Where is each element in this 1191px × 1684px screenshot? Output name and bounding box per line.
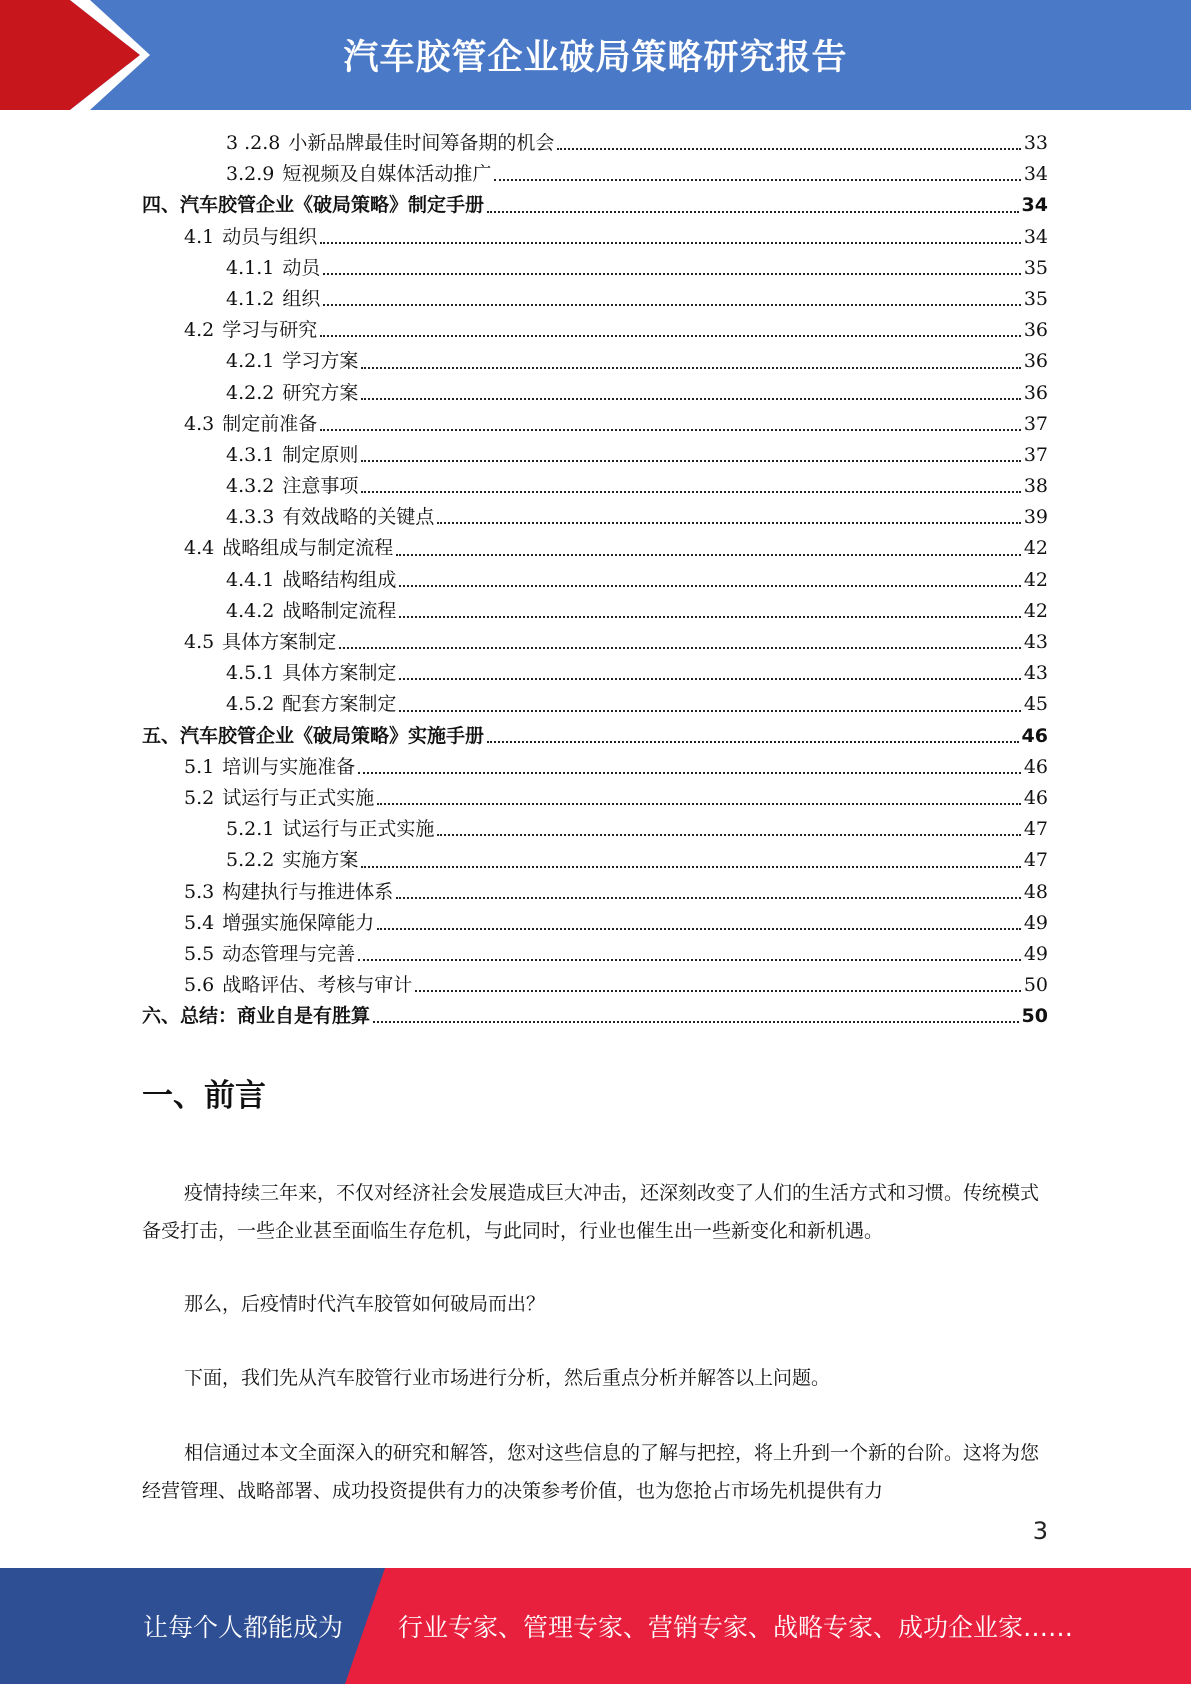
- toc-entry[interactable]: [142, 783, 1048, 814]
- toc-dot-leader: [396, 896, 1021, 899]
- toc-entry-page: 49: [1023, 942, 1048, 965]
- toc-dot-leader: [358, 958, 1021, 961]
- toc-entry[interactable]: [142, 752, 1048, 783]
- toc-entry-page: 42: [1023, 568, 1048, 591]
- toc-entry-number: 4.5.2: [226, 693, 275, 716]
- toc-entry-number: 5.2.2: [226, 849, 275, 872]
- toc-dot-leader: [320, 334, 1021, 337]
- toc-entry-title: 制定原则: [282, 443, 359, 466]
- toc-entry[interactable]: [142, 908, 1048, 939]
- toc-dot-leader: [557, 147, 1020, 150]
- paragraph-1: [142, 1174, 1048, 1250]
- toc-entry-number: 4.3: [184, 412, 215, 435]
- toc-entry[interactable]: [142, 1001, 1048, 1032]
- toc-entry-page: 42: [1023, 537, 1048, 560]
- toc-entry-title: 战略评估、考核与审计: [222, 974, 413, 997]
- page-footer: [0, 1568, 1191, 1684]
- toc-entry[interactable]: [142, 502, 1048, 533]
- paragraph-text: 那么，后疫情时代汽车胶管如何破局而出？: [184, 1293, 546, 1315]
- toc-entry-title: 培训与实施准备: [222, 755, 356, 778]
- toc-entry-title: 学习方案: [282, 350, 359, 373]
- toc-dot-leader: [399, 677, 1020, 680]
- toc-entry[interactable]: [142, 877, 1048, 908]
- toc-entry-title: 配套方案制定: [282, 693, 397, 716]
- toc-dot-leader: [373, 1020, 1019, 1023]
- toc-dot-leader: [339, 646, 1021, 649]
- toc-entry-number: 4.4: [184, 537, 215, 560]
- toc-entry-title: 注意事项: [282, 475, 359, 498]
- toc-entry-page: 39: [1023, 506, 1048, 529]
- page-header: [0, 0, 1191, 110]
- toc-entry-page: 34: [1023, 225, 1048, 248]
- toc-dot-leader: [487, 210, 1019, 213]
- toc-entry-page: 36: [1023, 381, 1048, 404]
- toc-entry-number: 5.4: [184, 911, 215, 934]
- footer-slogan-right: 行业专家、管理专家、营销专家、战略专家、成功企业家……: [398, 1613, 1074, 1642]
- toc-entry-title: 有效战略的关键点: [282, 506, 435, 529]
- toc-dot-leader: [377, 927, 1021, 930]
- toc-entry-number: 4.2: [184, 319, 215, 342]
- toc-entry-number: 3 .2.8: [226, 132, 281, 154]
- toc-entry-title: 试运行与正式实施: [222, 786, 375, 809]
- toc-entry-title: 具体方案制定: [282, 662, 397, 685]
- toc-entry-title: 动员: [282, 256, 321, 279]
- toc-entry-number: 5.2.1: [226, 818, 275, 841]
- toc-entry-title: 组织: [282, 287, 321, 310]
- table-of-contents: [142, 128, 1048, 1032]
- toc-entry-number: 4.2.1: [226, 350, 275, 373]
- toc-entry-page: 37: [1023, 412, 1048, 435]
- toc-entry-number: 4.3.2: [226, 475, 275, 498]
- toc-entry-page: 43: [1023, 662, 1048, 685]
- toc-entry-page: 43: [1023, 631, 1048, 653]
- toc-entry[interactable]: [142, 346, 1048, 377]
- toc-entry-number: 4.4.1: [226, 568, 275, 591]
- toc-entry-title: 战略制定流程: [282, 599, 397, 622]
- toc-entry-title: 六、总结：商业自是有胜算: [142, 1005, 371, 1028]
- toc-entry[interactable]: [142, 315, 1048, 346]
- toc-entry-number: 3.2.9: [226, 163, 275, 186]
- toc-entry-page: 47: [1023, 818, 1048, 841]
- toc-entry-number: 5.3: [184, 880, 215, 903]
- toc-entry-title: 动态管理与完善: [222, 942, 356, 965]
- toc-entry-page: 42: [1023, 599, 1048, 622]
- toc-dot-leader: [361, 865, 1020, 868]
- toc-entry[interactable]: [142, 440, 1048, 471]
- toc-entry-page: 46: [1023, 786, 1048, 809]
- toc-entry-page: 48: [1023, 880, 1048, 903]
- toc-entry[interactable]: [142, 845, 1048, 876]
- toc-dot-leader: [399, 709, 1020, 712]
- toc-entry[interactable]: [142, 939, 1048, 970]
- toc-entry-title: 实施方案: [282, 849, 359, 872]
- toc-entry-page: 50: [1021, 1005, 1048, 1028]
- toc-entry-page: 35: [1023, 287, 1048, 310]
- toc-entry-page: 46: [1023, 755, 1048, 778]
- toc-entry-title: 研究方案: [282, 381, 359, 404]
- toc-dot-leader: [361, 397, 1020, 400]
- toc-entry-page: 37: [1023, 443, 1048, 466]
- toc-entry-page: 36: [1023, 350, 1048, 373]
- toc-entry[interactable]: [142, 222, 1048, 253]
- toc-dot-leader: [377, 802, 1021, 805]
- paragraph-3: [142, 1359, 1048, 1397]
- toc-entry[interactable]: [142, 409, 1048, 440]
- toc-entry-page: 38: [1023, 475, 1048, 498]
- toc-dot-leader: [320, 428, 1021, 431]
- toc-entry[interactable]: [142, 658, 1048, 689]
- toc-dot-leader: [415, 989, 1021, 992]
- toc-dot-leader: [323, 303, 1020, 306]
- toc-entry-page: 36: [1023, 319, 1048, 342]
- toc-dot-leader: [494, 178, 1020, 181]
- toc-entry-title: 战略结构组成: [282, 568, 397, 591]
- toc-entry-title: 动员与组织: [222, 225, 318, 248]
- toc-entry-page: 35: [1023, 256, 1048, 279]
- toc-entry-number: 5.2: [184, 786, 215, 809]
- toc-entry-title: 制定前准备: [222, 412, 318, 435]
- toc-dot-leader: [437, 521, 1020, 524]
- toc-dot-leader: [323, 272, 1020, 275]
- toc-entry-number: 4.5: [184, 631, 215, 653]
- toc-entry-title: 学习与研究: [222, 319, 318, 342]
- toc-entry-page: 33: [1023, 132, 1048, 154]
- toc-entry-number: 4.1.2: [226, 287, 275, 310]
- paragraph-text: 相信通过本文全面深入的研究和解答，您对这些信息的了解与把控，将上升到一个新的台阶。这将为您经营管理、战略部署、成功投资提供有力的决策参考价值，也为您抢占市场先机提供有力: [142, 1442, 1040, 1502]
- toc-entry-number: 4.3.1: [226, 443, 275, 466]
- paragraph-text: 下面，我们先从汽车胶管行业市场进行分析，然后重点分析并解答以上问题。: [184, 1367, 831, 1389]
- toc-entry-title: 小新品牌最佳时间筹备期的机会: [288, 132, 555, 154]
- toc-entry-page: 34: [1021, 194, 1048, 217]
- toc-entry-title: 具体方案制定: [222, 631, 337, 653]
- toc-dot-leader: [399, 615, 1020, 618]
- toc-entry-number: 4.3.3: [226, 506, 275, 529]
- toc-entry[interactable]: [142, 190, 1048, 221]
- toc-entry-title: 试运行与正式实施: [282, 818, 435, 841]
- toc-entry[interactable]: [142, 253, 1048, 284]
- toc-entry-page: 50: [1023, 974, 1048, 997]
- toc-entry-page: 49: [1023, 911, 1048, 934]
- toc-entry-number: 4.2.2: [226, 381, 275, 404]
- paragraph-4: [142, 1434, 1048, 1510]
- toc-entry[interactable]: [142, 814, 1048, 845]
- report-title: 汽车胶管企业破局策略研究报告: [343, 38, 848, 78]
- toc-entry[interactable]: [142, 565, 1048, 596]
- toc-entry[interactable]: [142, 159, 1048, 190]
- toc-entry[interactable]: [142, 689, 1048, 720]
- toc-entry[interactable]: [142, 471, 1048, 502]
- toc-entry[interactable]: [142, 378, 1048, 409]
- toc-entry[interactable]: [142, 128, 1048, 159]
- toc-entry-number: 5.1: [184, 755, 215, 778]
- header-arrow-decoration: [0, 0, 160, 110]
- toc-entry-number: 4.5.1: [226, 662, 275, 685]
- paragraph-text: 疫情持续三年来，不仅对经济社会发展造成巨大冲击，还深刻改变了人们的生活方式和习惯。传统模式备受打击，一些企业甚至面临生存危机，与此同时，行业也催生出一些新变化和新机遇。: [142, 1182, 1040, 1242]
- page-number: 3: [1032, 1517, 1048, 1545]
- toc-dot-leader: [320, 241, 1021, 244]
- toc-dot-leader: [361, 366, 1020, 369]
- toc-dot-leader: [487, 740, 1019, 743]
- toc-entry-number: 5.5: [184, 942, 215, 965]
- toc-entry-number: 5.6: [184, 974, 215, 997]
- toc-entry-number: 4.1: [184, 225, 215, 248]
- toc-entry[interactable]: [142, 627, 1048, 658]
- toc-dot-leader: [399, 584, 1020, 587]
- toc-dot-leader: [437, 833, 1020, 836]
- toc-dot-leader: [358, 771, 1021, 774]
- toc-entry-title: 战略组成与制定流程: [222, 537, 394, 560]
- toc-entry[interactable]: [142, 970, 1048, 1001]
- toc-entry[interactable]: [142, 533, 1048, 564]
- toc-entry-number: 4.4.2: [226, 599, 275, 622]
- toc-dot-leader: [361, 490, 1020, 493]
- toc-entry-title: 增强实施保障能力: [222, 911, 375, 934]
- toc-entry[interactable]: [142, 284, 1048, 315]
- footer-slogan-left: 让每个人都能成为: [143, 1613, 344, 1642]
- toc-entry-title: 短视频及自媒体活动推广: [282, 163, 492, 186]
- toc-entry-page: 45: [1023, 693, 1048, 716]
- toc-entry-page: 34: [1023, 163, 1048, 186]
- toc-entry-page: 47: [1023, 849, 1048, 872]
- toc-entry-number: 4.1.1: [226, 256, 275, 279]
- toc-entry-title: 构建执行与推进体系: [222, 880, 394, 903]
- section-title: 一、前言: [142, 1078, 266, 1114]
- toc-entry[interactable]: [142, 596, 1048, 627]
- toc-entry-title: 四、汽车胶管企业《破局策略》制定手册: [142, 194, 485, 217]
- toc-entry-title: 五、汽车胶管企业《破局策略》实施手册: [142, 724, 485, 747]
- paragraph-2: [142, 1285, 1048, 1323]
- toc-dot-leader: [361, 459, 1020, 462]
- toc-entry-page: 46: [1021, 724, 1048, 747]
- toc-entry[interactable]: [142, 721, 1048, 752]
- toc-dot-leader: [396, 553, 1021, 556]
